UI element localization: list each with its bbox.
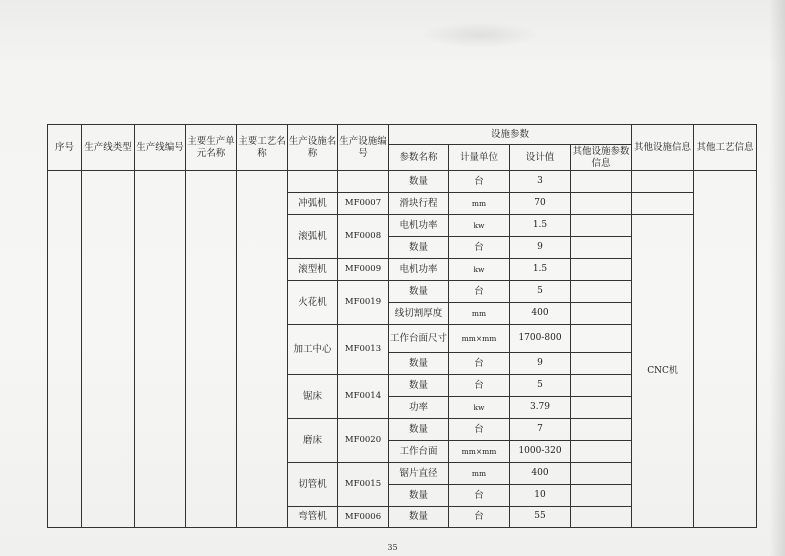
design-value-cell: 3.79 bbox=[510, 397, 571, 419]
param-name-cell: 电机功率 bbox=[389, 215, 449, 237]
other-param-cell bbox=[571, 419, 632, 441]
unit-cell: kw bbox=[449, 259, 510, 281]
facility-code-cell: MF0015 bbox=[338, 463, 389, 507]
param-name-cell: 数量 bbox=[389, 485, 449, 507]
param-name-cell: 工作台面 bbox=[389, 441, 449, 463]
header-process-name: 主要工艺名称 bbox=[237, 125, 288, 171]
other-param-cell bbox=[571, 325, 632, 353]
param-name-cell: 数量 bbox=[389, 507, 449, 528]
unit-name-cell bbox=[186, 171, 237, 528]
header-facility-no: 生产设施编号 bbox=[338, 125, 389, 171]
header-facility-name: 生产设施名称 bbox=[288, 125, 338, 171]
other-param-cell bbox=[571, 281, 632, 303]
other-facility-info-text: CNC机 bbox=[647, 365, 678, 376]
scan-smudge bbox=[420, 22, 540, 48]
header-facility-params: 设施参数 bbox=[389, 125, 632, 145]
other-param-cell bbox=[571, 397, 632, 419]
facility-code-cell: MF0014 bbox=[338, 375, 389, 419]
header-line-no: 生产线编号 bbox=[135, 125, 186, 171]
facility-name-cell: 冲弧机 bbox=[288, 193, 338, 215]
header-unit: 计量单位 bbox=[449, 145, 510, 171]
other-param-cell bbox=[571, 441, 632, 463]
other-param-cell bbox=[571, 375, 632, 397]
facility-code-cell: MF0013 bbox=[338, 325, 389, 375]
design-value-cell: 9 bbox=[510, 353, 571, 375]
process-name-cell bbox=[237, 171, 288, 528]
other-process-cell bbox=[694, 171, 757, 528]
facility-code-cell bbox=[338, 171, 389, 193]
unit-cell: 台 bbox=[449, 419, 510, 441]
unit-cell: 台 bbox=[449, 507, 510, 528]
unit-cell: mm×mm bbox=[449, 325, 510, 353]
param-name-cell: 数量 bbox=[389, 353, 449, 375]
param-name-cell: 数量 bbox=[389, 171, 449, 193]
unit-cell: mm bbox=[449, 463, 510, 485]
unit-cell: 台 bbox=[449, 353, 510, 375]
facility-name-cell: 弯管机 bbox=[288, 507, 338, 528]
unit-cell: mm bbox=[449, 303, 510, 325]
design-value-cell: 1000-320 bbox=[510, 441, 571, 463]
other-param-cell bbox=[571, 237, 632, 259]
param-name-cell: 线切割厚度 bbox=[389, 303, 449, 325]
design-value-cell: 5 bbox=[510, 281, 571, 303]
line-no-cell bbox=[135, 171, 186, 528]
facility-name-cell: 加工中心 bbox=[288, 325, 338, 375]
design-value-cell: 1700-800 bbox=[510, 325, 571, 353]
unit-cell: 台 bbox=[449, 485, 510, 507]
other-param-cell bbox=[571, 507, 632, 528]
param-name-cell: 数量 bbox=[389, 281, 449, 303]
param-name-cell: 滑块行程 bbox=[389, 193, 449, 215]
other-facility-cell bbox=[632, 171, 694, 193]
facility-name-cell bbox=[288, 171, 338, 193]
other-param-cell bbox=[571, 353, 632, 375]
other-facility-cell bbox=[632, 193, 694, 215]
other-param-cell bbox=[571, 463, 632, 485]
unit-cell: 台 bbox=[449, 375, 510, 397]
design-value-cell: 5 bbox=[510, 375, 571, 397]
facility-code-cell: MF0019 bbox=[338, 281, 389, 325]
header-param-name: 参数名称 bbox=[389, 145, 449, 171]
unit-cell: 台 bbox=[449, 171, 510, 193]
design-value-cell: 55 bbox=[510, 507, 571, 528]
design-value-cell: 400 bbox=[510, 463, 571, 485]
unit-cell: mm bbox=[449, 193, 510, 215]
design-value-cell: 3 bbox=[510, 171, 571, 193]
param-name-cell: 功率 bbox=[389, 397, 449, 419]
other-param-cell bbox=[571, 485, 632, 507]
unit-cell: 台 bbox=[449, 281, 510, 303]
header-line-type: 生产线类型 bbox=[82, 125, 135, 171]
param-name-cell: 数量 bbox=[389, 375, 449, 397]
header-unit-name: 主要生产单元名称 bbox=[186, 125, 237, 171]
param-name-cell: 锯片直径 bbox=[389, 463, 449, 485]
facility-name-cell: 滚型机 bbox=[288, 259, 338, 281]
design-value-cell: 9 bbox=[510, 237, 571, 259]
facility-code-cell: MF0007 bbox=[338, 193, 389, 215]
header-other-facility-info: 其他设施信息 bbox=[632, 125, 694, 171]
param-name-cell: 电机功率 bbox=[389, 259, 449, 281]
facility-name-cell: 切管机 bbox=[288, 463, 338, 507]
design-value-cell: 1.5 bbox=[510, 215, 571, 237]
param-name-cell: 数量 bbox=[389, 419, 449, 441]
facility-name-cell: 火花机 bbox=[288, 281, 338, 325]
other-param-cell bbox=[571, 303, 632, 325]
param-name-cell: 工作台面尺寸 bbox=[389, 325, 449, 353]
facility-code-cell: MF0009 bbox=[338, 259, 389, 281]
other-param-cell bbox=[571, 215, 632, 237]
header-design-value: 设计值 bbox=[510, 145, 571, 171]
header-other-process-info: 其他工艺信息 bbox=[694, 125, 757, 171]
design-value-cell: 400 bbox=[510, 303, 571, 325]
facility-name-cell: 磨床 bbox=[288, 419, 338, 463]
header-other-param-info: 其他设施参数信息 bbox=[572, 145, 630, 169]
unit-cell: kw bbox=[449, 397, 510, 419]
unit-cell: mm×mm bbox=[449, 441, 510, 463]
unit-cell: kw bbox=[449, 215, 510, 237]
other-param-cell bbox=[571, 171, 632, 193]
facility-code-cell: MF0006 bbox=[338, 507, 389, 528]
line-type-cell bbox=[82, 171, 135, 528]
design-value-cell: 70 bbox=[510, 193, 571, 215]
header-seq: 序号 bbox=[48, 125, 82, 171]
design-value-cell: 10 bbox=[510, 485, 571, 507]
other-param-cell bbox=[571, 259, 632, 281]
param-name-cell: 数量 bbox=[389, 237, 449, 259]
facility-parameter-table bbox=[47, 124, 757, 528]
unit-cell: 台 bbox=[449, 237, 510, 259]
design-value-cell: 1.5 bbox=[510, 259, 571, 281]
facility-name-cell: 锯床 bbox=[288, 375, 338, 419]
other-param-cell bbox=[571, 193, 632, 215]
page-number: 35 bbox=[387, 543, 398, 552]
facility-code-cell: MF0008 bbox=[338, 215, 389, 259]
other-facility-cell-cnc bbox=[632, 215, 694, 528]
facility-name-cell: 滚弧机 bbox=[288, 215, 338, 259]
facility-code-cell: MF0020 bbox=[338, 419, 389, 463]
design-value-cell: 7 bbox=[510, 419, 571, 441]
seq-cell bbox=[48, 171, 82, 528]
page-edge-shadow bbox=[769, 0, 785, 556]
